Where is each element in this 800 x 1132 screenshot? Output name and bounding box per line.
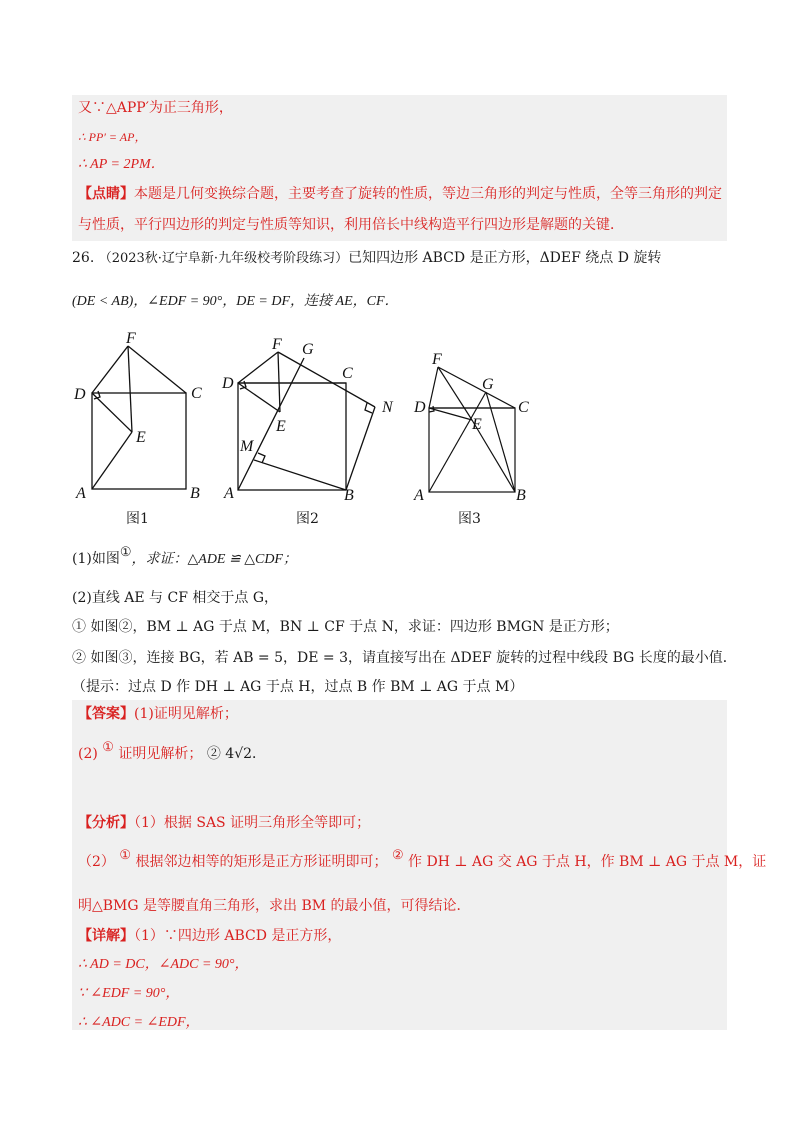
fig1-line-AE bbox=[92, 432, 132, 489]
question-2b: ① 如图②，BM ⊥ AG 于点 M，BN ⊥ CF 于点 N，求证：四边形 BMGN 是正方形； bbox=[72, 619, 619, 635]
detail-tag: 【详解】 bbox=[78, 928, 134, 944]
answer-text-1: (1)证明见解析； bbox=[134, 706, 238, 722]
question-hint: （提示：过点 D 作 DH ⊥ AG 于点 H，过点 B 作 BM ⊥ AG 于点 M） bbox=[72, 679, 524, 695]
q1-prefix: (1)如图 bbox=[72, 551, 120, 567]
analysis-line-1 bbox=[78, 813, 370, 833]
fig2-label-N: N bbox=[382, 399, 393, 416]
question-2c: ② 如图③，连接 BG，若 AB = 5，DE = 3，请直接写出在 ΔDEF 旋转的过程中线段 BG 长度的最小值． bbox=[72, 650, 737, 666]
answer-value: ② 4√2． bbox=[206, 746, 267, 762]
fig2-line-NB bbox=[346, 407, 375, 490]
fig2-label-D: D bbox=[222, 375, 234, 392]
answer-text-2: 证明见解析； bbox=[118, 746, 203, 762]
problem-number: 26. bbox=[72, 250, 95, 266]
prev-comment-2: 与性质，平行四边形的判定与性质等知识，利用倍长中线构造平行四边形是解题的关键． bbox=[78, 217, 624, 233]
figure-2-caption: 图2 bbox=[296, 511, 319, 527]
fig2-label-M: M bbox=[240, 438, 254, 455]
fig1-label-C: C bbox=[191, 385, 202, 402]
fig2-line-AG bbox=[238, 358, 304, 490]
fig2-label-F: F bbox=[272, 336, 282, 353]
analysis-text-2a: 根据邻边相等的矩形是正方形证明即可； bbox=[135, 854, 388, 870]
figure-1-caption: 图1 bbox=[126, 511, 149, 527]
question-1 bbox=[72, 545, 297, 570]
fig3-line-GB bbox=[486, 392, 515, 492]
figure-2 bbox=[220, 330, 410, 510]
q1-suffix: ，求证：△ADE ≌ △CDF； bbox=[131, 552, 297, 567]
fig1-label-F: F bbox=[126, 330, 136, 347]
fig2-label-B: B bbox=[344, 487, 354, 504]
prev-line-2: ∴ PP′ = AP， bbox=[78, 130, 147, 144]
answer-line-1 bbox=[78, 704, 238, 724]
problem-stem-a: 已知四边形 ABCD 是正方形，ΔDEF 绕点 D 旋转 bbox=[348, 250, 662, 266]
detail-line-3: ∵ ∠EDF = 90°， bbox=[78, 986, 180, 1001]
answer-mark: ① bbox=[102, 740, 114, 755]
fig1-label-E: E bbox=[136, 429, 146, 446]
answer-line-2 bbox=[78, 740, 267, 765]
comment-tag: 【点睛】 bbox=[78, 186, 134, 202]
fig1-label-B: B bbox=[190, 485, 200, 502]
analysis-line-2 bbox=[78, 848, 767, 873]
fig3-label-D: D bbox=[414, 399, 426, 416]
fig2-label-E: E bbox=[276, 418, 286, 435]
analysis-mark-1: ① bbox=[119, 848, 132, 863]
prev-line-3: ∴ AP = 2PM． bbox=[78, 157, 165, 172]
detail-line-2: ∴ AD = DC，∠ADC = 90°， bbox=[78, 957, 249, 972]
fig2-line-DF bbox=[238, 352, 278, 383]
fig3-line-AG bbox=[429, 392, 486, 492]
detail-line-1 bbox=[78, 926, 341, 946]
fig2-square bbox=[238, 383, 346, 490]
figure-1 bbox=[68, 330, 218, 510]
analysis-tag: 【分析】 bbox=[78, 815, 134, 831]
prev-comment-1 bbox=[78, 184, 722, 204]
fig2-label-C: C bbox=[342, 365, 353, 382]
analysis-text-1: （1）根据 SAS 证明三角形全等即可； bbox=[134, 815, 371, 831]
question-2a: (2)直线 AE 与 CF 相交于点 G， bbox=[72, 590, 279, 606]
fig3-line-DF bbox=[429, 367, 438, 408]
fig2-line-FE bbox=[278, 352, 280, 412]
fig3-label-G: G bbox=[482, 376, 494, 393]
detail-line-4: ∴ ∠ADC = ∠EDF， bbox=[78, 1015, 200, 1030]
fig1-line-FC bbox=[128, 346, 186, 393]
fig2-line-MB bbox=[254, 460, 346, 490]
analysis-line-3: 明△BMG 是等腰直角三角形，求出 BM 的最小值，可得结论． bbox=[78, 898, 471, 914]
fig3-line-FC bbox=[438, 367, 515, 408]
fig2-label-G: G bbox=[302, 341, 314, 358]
analysis-mark-2: ② bbox=[391, 848, 404, 863]
answer-prefix-2: (2) bbox=[78, 746, 98, 762]
prev-line-1: 又∵△APP′为正三角形， bbox=[78, 100, 233, 116]
fig2-label-A: A bbox=[224, 485, 234, 502]
fig1-line-DF bbox=[92, 346, 128, 393]
analysis-text-2b: 作 DH ⊥ AG 交 AG 于点 H，作 BM ⊥ AG 于点 M，证 bbox=[408, 854, 767, 870]
analysis-prefix-2: （2） bbox=[78, 854, 115, 870]
fig1-label-A: A bbox=[76, 485, 86, 502]
detail-text-1: （1）∵四边形 ABCD 是正方形， bbox=[134, 928, 342, 944]
problem-source: （2023秋·辽宁阜新·九年级校考阶段练习） bbox=[98, 251, 349, 266]
fig3-label-C: C bbox=[518, 399, 529, 416]
fig1-line-DE bbox=[92, 393, 132, 432]
fig3-label-A: A bbox=[414, 487, 424, 504]
fig3-label-F: F bbox=[432, 351, 442, 368]
problem-stem-b: (DE < AB)，∠EDF = 90°，DE = DF，连接 AE，CF． bbox=[72, 294, 399, 309]
fig1-line-FE bbox=[128, 346, 132, 432]
q1-mark: ① bbox=[119, 545, 132, 560]
fig3-label-B: B bbox=[516, 487, 526, 504]
figure-3 bbox=[410, 350, 540, 510]
problem-header bbox=[72, 248, 661, 269]
fig1-label-D: D bbox=[74, 386, 86, 403]
figure-3-caption: 图3 bbox=[458, 511, 481, 527]
fig3-label-E: E bbox=[472, 416, 482, 433]
comment-text-1: 本题是几何变换综合题，主要考查了旋转的性质，等边三角形的判定与性质，全等三角形的判定 bbox=[134, 186, 722, 202]
answer-tag: 【答案】 bbox=[78, 706, 134, 722]
